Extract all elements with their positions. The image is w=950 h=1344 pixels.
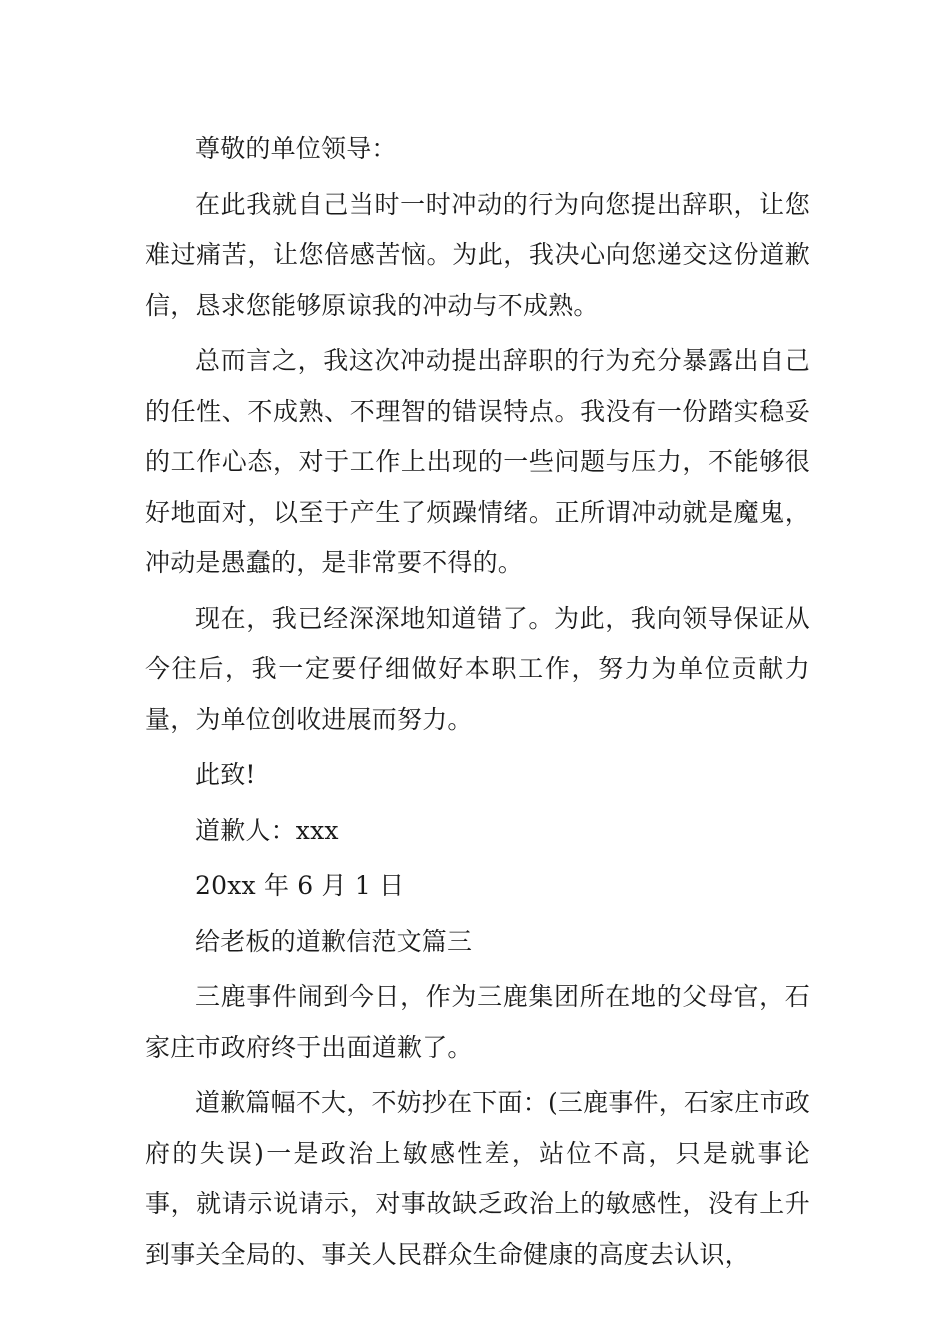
section-title: 给老板的道歉信范文篇三 [195,926,473,956]
paragraph-apology: 在此我就自己当时一时冲动的行为向您提出辞职，让您难过痛苦，让您倍感苦恼。为此，我决心向您递交这份道歉信，恳求您能够原谅我的冲动与不成熟。 [145,189,810,320]
paragraph-promise: 现在，我已经深深地知道错了。为此，我向领导保证从今往后，我一定要仔细做好本职工作，努力为单位贡献力量，为单位创收进展而努力。 [145,603,810,734]
signature: 道歉人：xxx [195,815,339,845]
section-paragraph-quote: 道歉篇幅不大，不妨抄在下面：(三鹿事件，石家庄市政府的失误)一是政治上敏感性差，站位不高，只是就事论事，就请示说请示，对事故缺乏政治上的敏感性，没有上升到事关全局的、事关人民群众生命健康的高度去认识， [145,1088,810,1269]
section-paragraph-intro: 三鹿事件闹到今日，作为三鹿集团所在地的父母官，石家庄市政府终于出面道歉了。 [145,982,810,1062]
closing: 此致! [195,760,256,789]
date: 20xx 年 6 月 1 日 [195,871,405,900]
salutation: 尊敬的单位领导： [195,134,397,163]
letter-body [145,124,810,1285]
paragraph-reflection: 总而言之，我这次冲动提出辞职的行为充分暴露出自己的任性、不成熟、不理智的错误特点。我没有一份踏实稳妥的工作心态，对于工作上出现的一些问题与压力，不能够很好地面对，以至于产生了烦躁情绪。正所谓冲动就是魔鬼，冲动是愚蠢的，是非常要不得的。 [145,346,810,577]
